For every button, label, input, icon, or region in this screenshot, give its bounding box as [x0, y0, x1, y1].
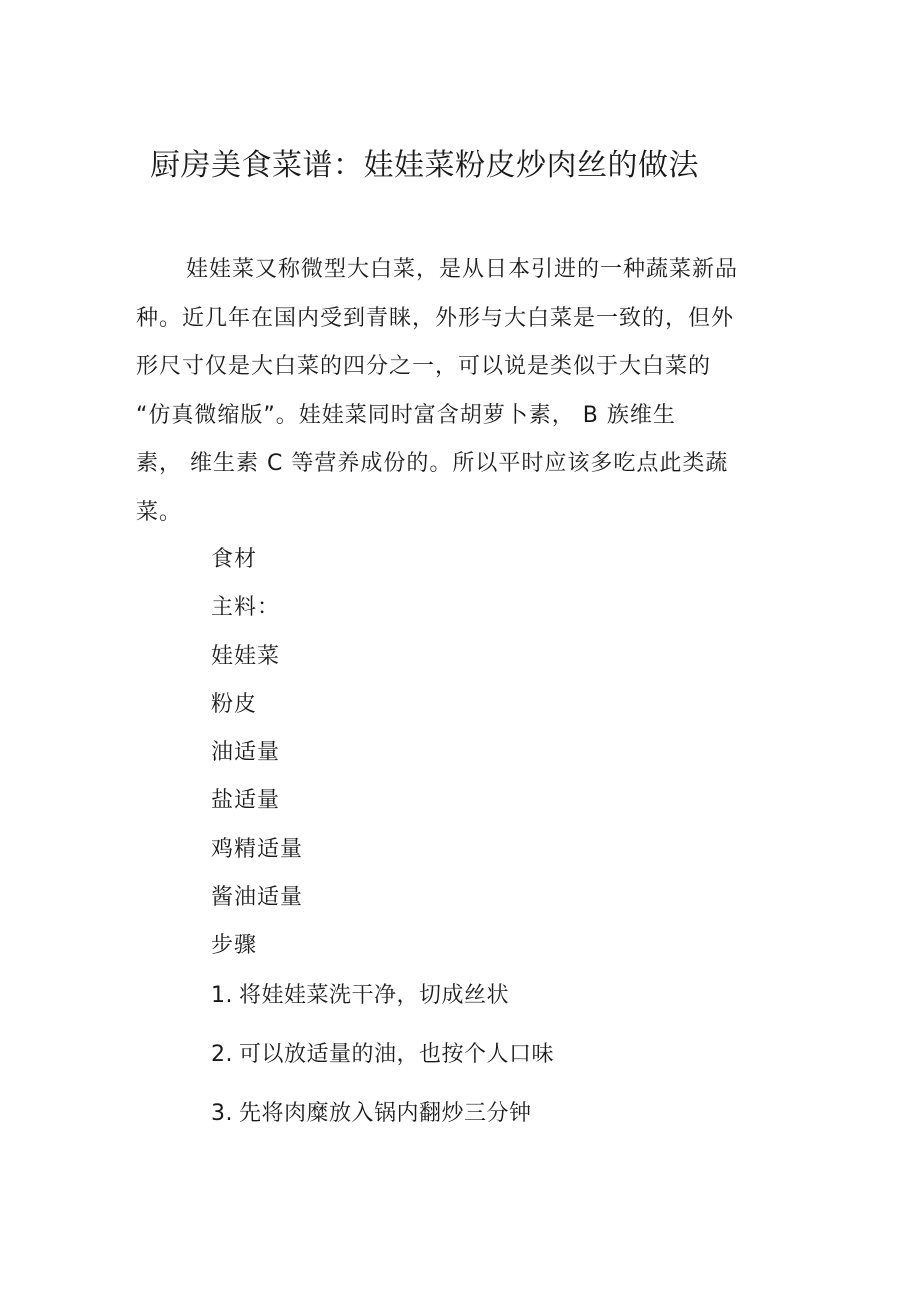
ingredient-item: 鸡精适量 [211, 836, 304, 862]
step-number: 1. [211, 983, 233, 1008]
step-item [211, 1094, 554, 1153]
intro-line: 形尺寸仅是大白菜的四分之一，可以说是类似于大白菜的 [136, 354, 712, 379]
intro-line: “仿真微缩版”。娃娃菜同时富含胡萝卜素， B 族维生 [136, 402, 676, 428]
step-text: 将娃娃菜洗干净，切成丝状 [239, 983, 510, 1008]
step-number: 3. [211, 1101, 233, 1126]
intro-line: 娃娃菜又称微型大白菜，是从日本引进的一种蔬菜新品 [186, 257, 739, 282]
step-text: 可以放适量的油，也按个人口味 [239, 1042, 555, 1067]
main-ingredients-label: 主料： [211, 595, 281, 621]
page-title: 厨房美食菜谱：娃娃菜粉皮炒肉丝的做法 [150, 148, 699, 183]
step-text: 先将肉糜放入锅内翻炒三分钟 [239, 1101, 532, 1126]
steps-heading: 步骤 [211, 933, 258, 959]
step-item [211, 1035, 554, 1094]
intro-line: 素， 维生素 C 等营养成份的。所以平时应该多吃点此类蔬 [136, 451, 729, 476]
step-item [211, 976, 554, 1035]
ingredient-item: 油适量 [211, 740, 281, 766]
intro-line: 菜。 [136, 499, 183, 525]
intro-line: 种。近几年在国内受到青睐，外形与大白菜是一致的，但外 [136, 305, 735, 331]
ingredient-item: 酱油适量 [211, 885, 304, 911]
steps-list [211, 976, 554, 1153]
ingredients-heading: 食材 [211, 547, 258, 572]
step-number: 2. [211, 1042, 233, 1067]
ingredient-item: 盐适量 [211, 788, 281, 814]
ingredient-item: 娃娃菜 [211, 643, 281, 669]
ingredients-section [211, 540, 303, 975]
intro-paragraph [136, 250, 776, 541]
ingredient-item: 粉皮 [211, 691, 258, 717]
